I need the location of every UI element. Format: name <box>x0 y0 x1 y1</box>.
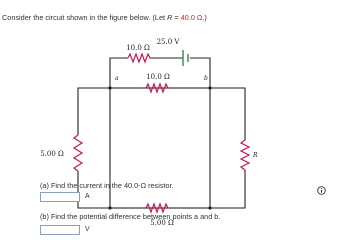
question-a: (a) Find the current in the 40.0-Ω resistor. <box>40 181 174 190</box>
bottom-resistor-label: 5.00 Ω <box>150 219 174 227</box>
answer-b-unit: V <box>85 226 90 233</box>
node-dot <box>208 206 211 209</box>
answer-a-unit: A <box>85 193 90 200</box>
top-resistor <box>128 54 152 62</box>
info-icon[interactable] <box>317 182 326 191</box>
left-resistor <box>74 135 82 171</box>
right-resistor-label: R <box>253 152 258 159</box>
answer-b-input[interactable] <box>40 225 80 235</box>
r-equals: = <box>172 13 181 22</box>
top-resistor-label: 10.0 Ω <box>126 44 150 52</box>
left-resistor-label: 5.00 Ω <box>40 150 64 158</box>
question-b: (b) Find the potential difference between points a and b. <box>40 212 221 221</box>
problem-suffix: .) <box>202 13 207 22</box>
node-dot <box>108 206 111 209</box>
node-a-label: a <box>115 75 119 82</box>
middle-resistor-label: 10.0 Ω <box>146 73 170 81</box>
right-resistor <box>241 140 249 170</box>
r-value: 40.0 Ω <box>180 13 203 22</box>
node-b-label: b <box>204 75 208 82</box>
answer-a-input[interactable] <box>40 192 80 202</box>
r-variable: R <box>167 13 173 22</box>
battery <box>183 50 188 66</box>
battery-label: 25.0 V <box>156 38 180 46</box>
node-dot <box>108 86 111 89</box>
problem-prefix: Consider the circuit shown in the figure below. (Let <box>2 13 166 22</box>
node-dot <box>208 86 211 89</box>
